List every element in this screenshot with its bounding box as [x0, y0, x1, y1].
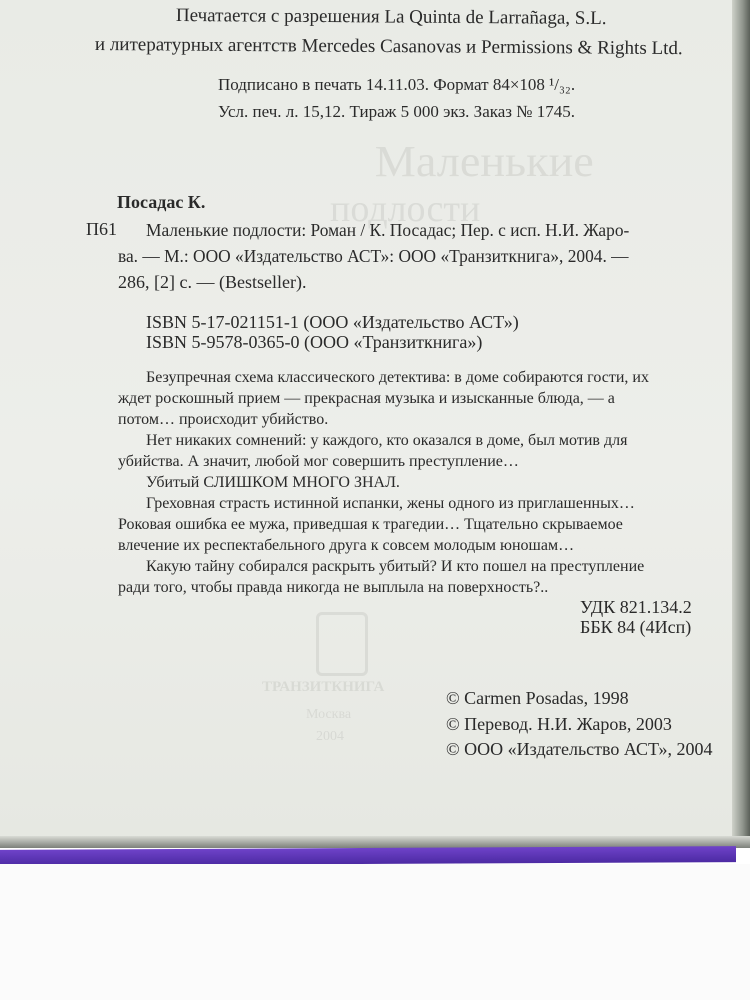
annotation-p1-line-1: Безупречная схема классического детектива: в доме собираются гости, их [146, 369, 649, 386]
copyright-translation: © Перевод. Н.И. Жаров, 2003 [446, 714, 672, 734]
table-surface [0, 864, 750, 1000]
ghost-city: Москва [306, 707, 352, 722]
ghost-logo [316, 612, 368, 676]
ghost-title-2: подлости [330, 188, 481, 230]
catalog-desc-3: 286, [2] с. — (Bestseller). [118, 272, 307, 292]
annotation-p1-line-2: ждет роскошный прием — прекрасная музыка и изысканные блюда, — а [118, 390, 615, 407]
purple-cover-strip [0, 846, 736, 866]
annotation-p1-line-3: потом… происходит убийство. [118, 411, 329, 428]
annotation-p5-line-1: Какую тайну собирался раскрыть убитый? И кто пошел на преступление [146, 558, 645, 575]
catalog-desc-2: ва. — М.: ООО «Издательство АСТ»: ООО «Транзиткнига», 2004. — [118, 246, 629, 266]
annotation-p3-line-1: Убитый СЛИШКОМ МНОГО ЗНАЛ. [146, 474, 400, 491]
copyright-publisher: © ООО «Издательство АСТ», 2004 [446, 739, 713, 759]
isbn-2: ISBN 5-9578-0365-0 (ООО «Транзиткнига») [146, 332, 483, 352]
ghost-publisher: ТРАНЗИТКНИГА [262, 679, 385, 695]
annotation-p4-line-2: Роковая ошибка ее мужа, приведшая к трагедии… Тщательно скрываемое [118, 516, 623, 533]
permission-line-2: и литературных агентств Mercedes Casanovas и Permissions & Rights Ltd. [94, 34, 683, 60]
bbk-code: ББК 84 (4Исп) [580, 617, 692, 637]
annotation-p2-line-2: убийства. А значит, любой мог совершить преступление… [118, 453, 519, 470]
book-spine-shadow [732, 0, 750, 848]
imprint-line-1: Подписано в печать 14.11.03. Формат 84×108 ¹/₃₂. [218, 75, 576, 94]
imprint-line-2: Усл. печ. л. 15,12. Тираж 5 000 экз. Заказ № 1745. [218, 102, 575, 121]
udk-code: УДК 821.134.2 [580, 597, 692, 617]
catalog-author: Посадас К. [117, 192, 206, 212]
annotation-p4-line-3: влечение их респектабельного друга к совсем молодым юношам… [118, 537, 575, 554]
copyright-author: © Carmen Posadas, 1998 [446, 688, 629, 708]
annotation-p4-line-1: Греховная страсть истинной испанки, жены одного из приглашенных… [146, 495, 635, 512]
catalog-desc-1: Маленькие подлости: Роман / К. Посадас; Пер. с исп. Н.И. Жаро- [146, 220, 630, 240]
isbn-1: ISBN 5-17-021151-1 (ООО «Издательство АСТ») [146, 312, 519, 332]
ghost-year: 2004 [316, 729, 344, 744]
permission-line-1: Печатается с разрешения La Quinta de Larrañaga, S.L. [175, 5, 607, 30]
ghost-title-1: Маленькие [374, 137, 594, 186]
annotation-p2-line-1: Нет никаких сомнений: у каждого, кто оказался в доме, был мотив для [146, 432, 628, 449]
annotation-p5-line-2: ради того, чтобы правда никогда не выплыла на поверхность?.. [118, 579, 549, 596]
catalog-code: П61 [86, 219, 117, 239]
